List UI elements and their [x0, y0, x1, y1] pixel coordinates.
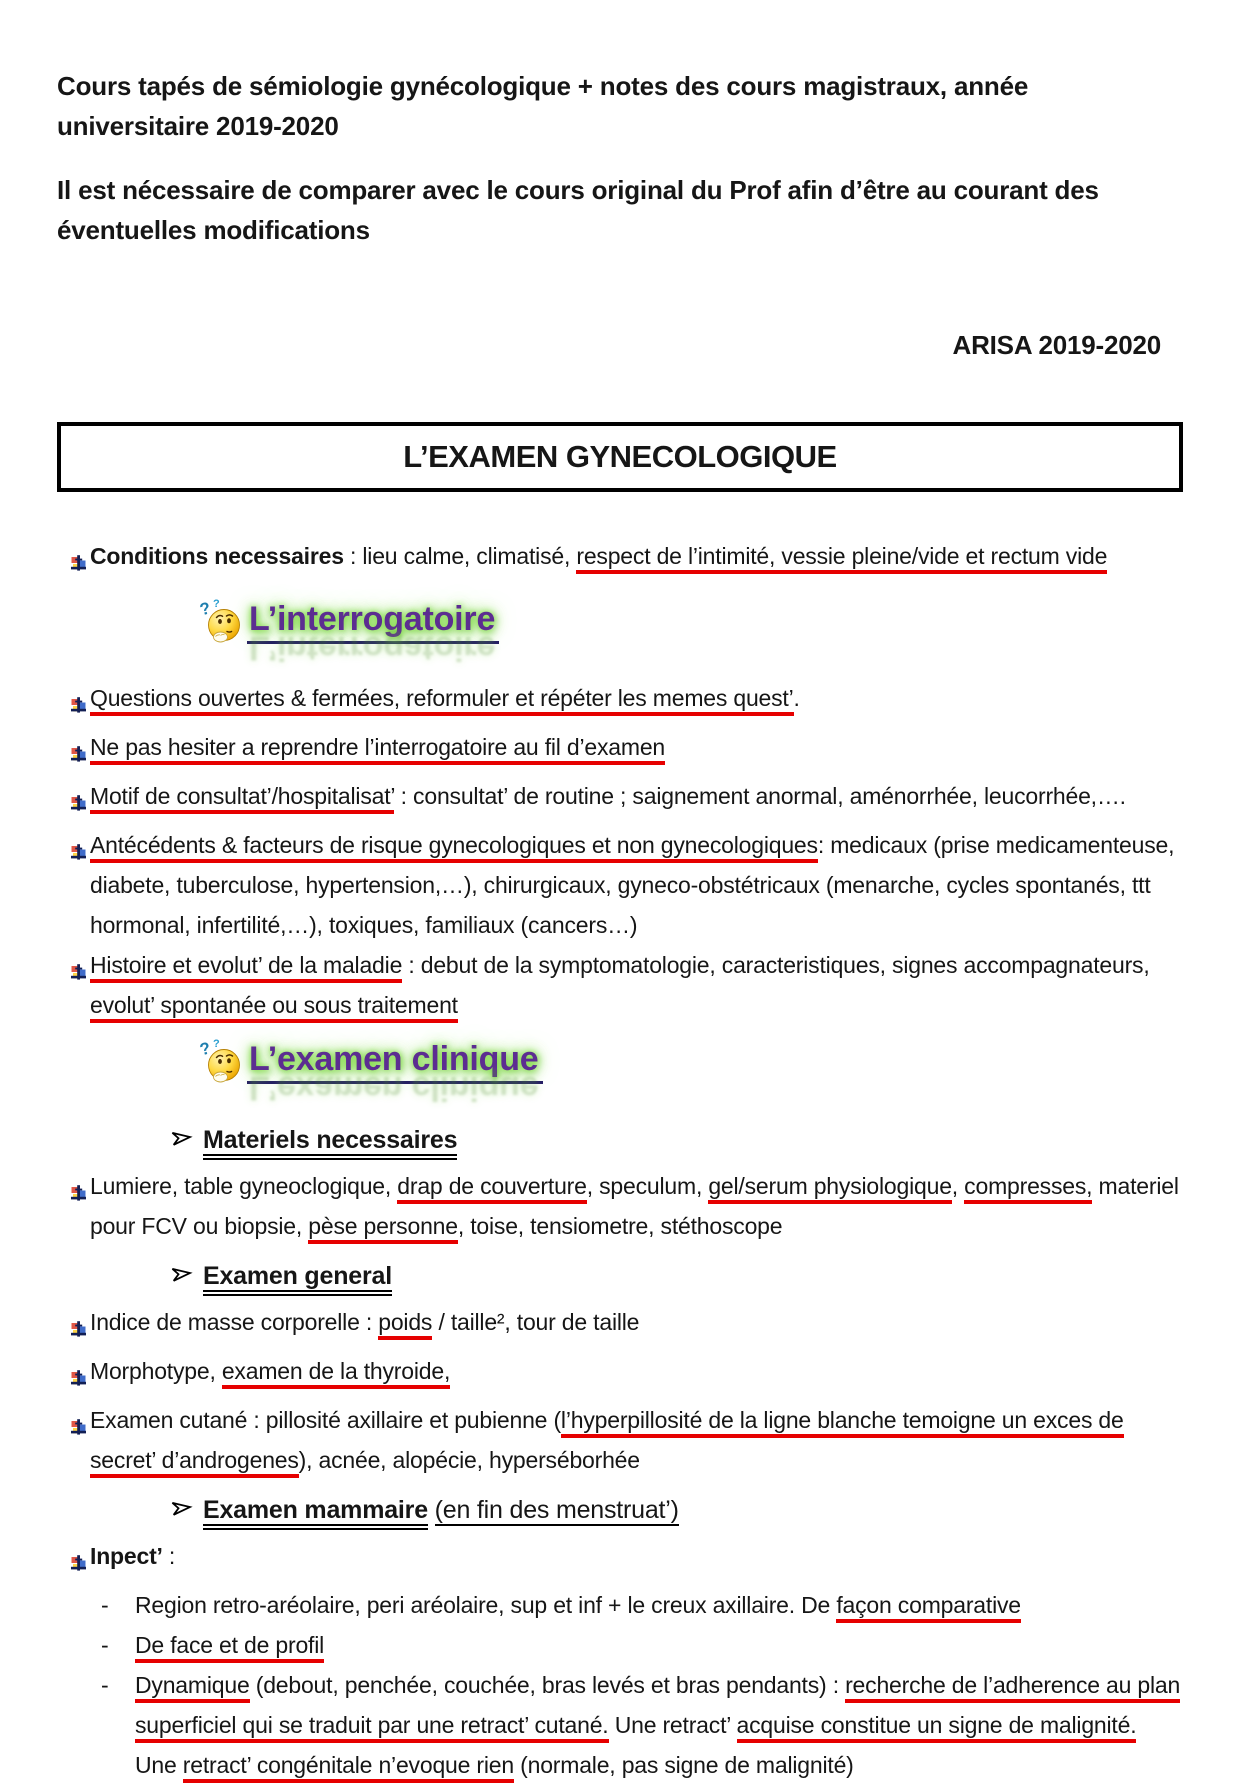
dash-item: [99, 1665, 1183, 1785]
heading-text: L’examen clinique: [247, 1039, 543, 1084]
text-run: Dynamique: [135, 1672, 250, 1703]
sub-heading-text: [203, 1255, 392, 1297]
svg-text:?: ?: [213, 1038, 220, 1050]
heading-reflection: L’examen clinique: [249, 1069, 539, 1107]
colored-cross-bullet-icon: [57, 1175, 90, 1215]
bullet-item: [57, 1166, 1183, 1246]
arrow-right-icon: [169, 1490, 203, 1532]
text-run: Une retract’: [608, 1712, 737, 1738]
bullet-item: [57, 776, 1183, 825]
svg-text:?: ?: [197, 598, 213, 620]
heading-stack: [247, 599, 499, 668]
sub-heading-text: [203, 1119, 457, 1161]
text-run: , toise, tensiometre, stéthoscope: [457, 1213, 783, 1239]
colored-cross-bullet-icon: [57, 954, 90, 994]
text-run: :: [162, 1543, 176, 1569]
bullet-text: [90, 776, 1183, 816]
text-run: recherche de l’adherence au plan superficiel qui se traduit par une retract’ cutané.: [135, 1672, 1180, 1743]
svg-text:?: ?: [213, 598, 220, 610]
text-run: .: [793, 685, 800, 711]
text-run: De face et de profil: [135, 1632, 324, 1663]
text-run: acquise constitue un signe de malignité.: [737, 1712, 1137, 1743]
sub-heading: [169, 1254, 1183, 1298]
text-run: : consultat’ de routine ; saignement anormal, aménorrhée, leucorrhée,….: [394, 783, 1126, 809]
section-heading: [199, 1039, 1183, 1108]
text-run: retract’ congénitale n’evoque rien: [183, 1752, 514, 1783]
bullet-text: [90, 1400, 1183, 1480]
dash-text: [135, 1625, 1183, 1665]
text-run: Lumiere, table gyneoclogique,: [90, 1173, 398, 1199]
byline: ARISA 2019-2020: [952, 330, 1161, 360]
bullet-item: [57, 1400, 1183, 1480]
thinking-face-emoji-icon: [199, 1037, 247, 1090]
bullet-item: [57, 1302, 1183, 1351]
heading-stack: [247, 1039, 543, 1108]
arrow-right-icon: [169, 1256, 203, 1298]
text-run: examen de la thyroide,: [222, 1358, 450, 1389]
text-run: : lieu calme, climatisé,: [350, 543, 577, 569]
sub-heading: [169, 1118, 1183, 1162]
text-run: (normale, pas signe de malignité): [513, 1752, 854, 1778]
text-run: Motif de consultat’/hospitalisat’: [90, 783, 394, 814]
text-run: drap de couverture: [397, 1173, 586, 1204]
text-run: Examen cutané : pillosité axillaire et pubienne (: [90, 1407, 561, 1433]
dash-item: [99, 1625, 1183, 1665]
dash-text: [135, 1585, 1183, 1625]
text-run: Conditions necessaires: [90, 543, 350, 569]
bullet-item: [57, 1536, 1183, 1585]
text-run: l’hyperpillosité de la ligne blanche temoigne un exces de secret’ d’androgenes: [90, 1407, 1124, 1478]
text-run: / taille², tour de taille: [432, 1309, 640, 1335]
section-heading: [199, 599, 1183, 668]
colored-cross-bullet-icon: [57, 834, 90, 874]
bullet-text: [90, 727, 1183, 767]
text-run: façon comparative: [836, 1592, 1021, 1623]
text-run: Morphotype,: [90, 1358, 222, 1384]
title-box: [57, 422, 1183, 492]
bullet-item: [57, 727, 1183, 776]
text-run: ), acnée, alopécie, hyperséborhée: [298, 1447, 640, 1473]
text-run: : medicaux (prise medicamenteuse, diabete, tuberculose, hypertension,…), chirurgicaux, gyneco-obstétricaux (menarche, cycles spontanés, ttt hormonal, infertilité,…), toxiques, familiaux (cancers…): [90, 832, 1175, 938]
colored-cross-bullet-icon: [57, 1409, 90, 1449]
text-run: gel/serum physiologique: [708, 1173, 951, 1204]
text-run: evolut’ spontanée ou sous traitement: [90, 992, 458, 1023]
page-title: L’EXAMEN GYNECOLOGIQUE: [403, 439, 837, 474]
text-run: ,: [951, 1173, 965, 1199]
sub-heading-text: [203, 1489, 679, 1531]
svg-text:?: ?: [197, 1038, 213, 1060]
text-run: pèse personne: [308, 1213, 458, 1244]
header-paragraph: Il est nécessaire de comparer avec le cours original du Prof afin d’être au courant des éventuelles modifications: [57, 175, 1099, 245]
bullet-text: [90, 1166, 1183, 1246]
colored-cross-bullet-icon: [57, 545, 90, 585]
text-run: Une: [135, 1752, 183, 1778]
dash-marker: -: [101, 1632, 109, 1658]
text-run: Materiels necessaires: [203, 1126, 457, 1160]
document-flow: [57, 536, 1183, 1785]
bullet-text: [90, 825, 1183, 945]
text-run: Antécédents & facteurs de risque gynecologiques et non gynecologiques: [90, 832, 818, 863]
colored-cross-bullet-icon: [57, 1545, 90, 1585]
bullet-item: [57, 825, 1183, 945]
dash-item: [99, 1585, 1183, 1625]
text-run: compresses,: [964, 1173, 1092, 1204]
bullet-text: [90, 678, 1183, 718]
heading-reflection: L’interrogatoire: [249, 629, 496, 667]
text-run: (debout, penchée, couchée, bras levés et bras pendants) :: [249, 1672, 846, 1698]
dash-marker: -: [101, 1592, 109, 1618]
text-run: respect de l’intimité, vessie pleine/vide et rectum vide: [576, 543, 1107, 574]
text-run: Region retro-aréolaire, peri aréolaire, sup et inf + le creux axillaire. De: [135, 1592, 837, 1618]
text-run: : debut de la symptomatologie, caracteristiques, signes accompagnateurs,: [402, 952, 1150, 978]
text-run: [428, 1496, 435, 1524]
arrow-right-icon: [169, 1120, 203, 1162]
text-run: Questions ouvertes & fermées, reformuler et répéter les memes quest’: [90, 685, 794, 716]
bullet-item: [57, 945, 1183, 1025]
text-run: Inpect’: [90, 1543, 163, 1569]
bullet-text: [90, 1536, 1183, 1576]
colored-cross-bullet-icon: [57, 1311, 90, 1351]
bullet-item: [57, 678, 1183, 727]
text-run: Histoire et evolut’ de la maladie: [90, 952, 402, 983]
bullet-text: [90, 536, 1183, 576]
text-run: , speculum,: [586, 1173, 709, 1199]
colored-cross-bullet-icon: [57, 687, 90, 727]
thinking-face-emoji-icon: [199, 597, 247, 650]
text-run: Examen mammaire: [203, 1496, 428, 1530]
text-run: materiel pour FCV ou biopsie,: [90, 1173, 1179, 1239]
colored-cross-bullet-icon: [57, 736, 90, 776]
heading-text: L’interrogatoire: [247, 599, 499, 644]
bullet-item: [57, 536, 1183, 585]
sub-heading: [169, 1488, 1183, 1532]
text-run: (en fin des menstruat’): [434, 1496, 679, 1524]
dash-text: [135, 1665, 1183, 1785]
text-run: Ne pas hesiter a reprendre l’interrogatoire au fil d’examen: [90, 734, 665, 765]
text-run: Indice de masse corporelle :: [90, 1309, 379, 1335]
text-run: Examen general: [203, 1262, 392, 1296]
bullet-item: [57, 1351, 1183, 1400]
bullet-text: [90, 1351, 1183, 1391]
bullet-text: [90, 1302, 1183, 1342]
bullet-text: [90, 945, 1183, 1025]
dash-marker: -: [101, 1672, 109, 1698]
colored-cross-bullet-icon: [57, 785, 90, 825]
text-run: poids: [378, 1309, 432, 1340]
colored-cross-bullet-icon: [57, 1360, 90, 1400]
header-paragraph: Cours tapés de sémiologie gynécologique + notes des cours magistraux, année universitaire 2019-2020: [57, 71, 1029, 141]
